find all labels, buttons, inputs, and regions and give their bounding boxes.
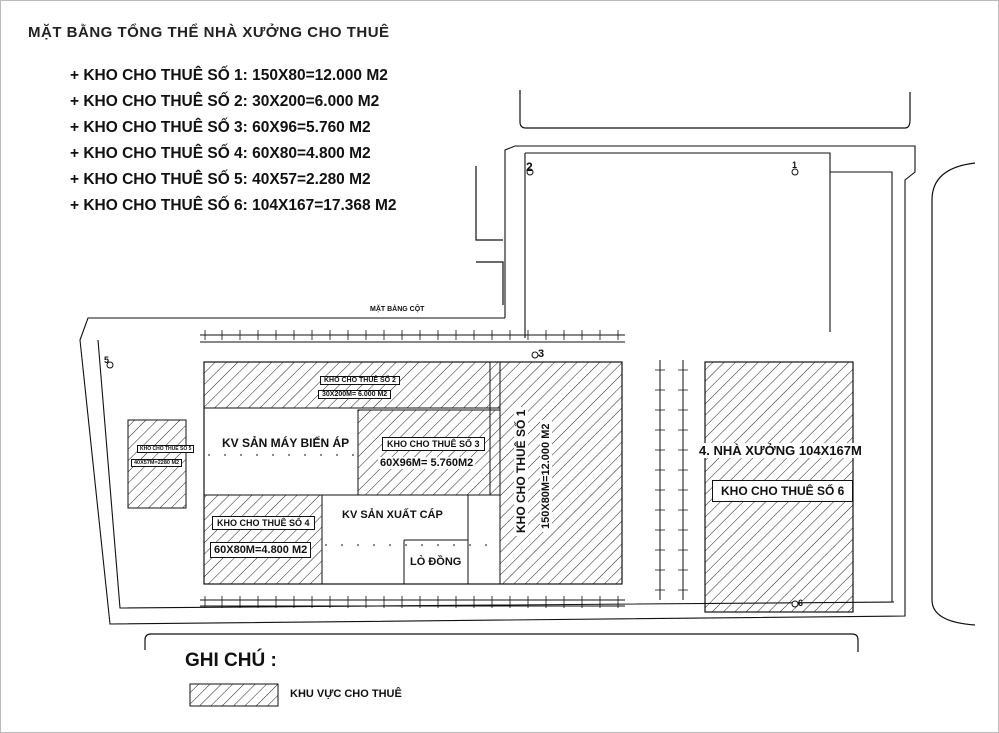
- kho3-area: [358, 410, 500, 495]
- kho6-name: KHO CHO THUÊ SỐ 6: [712, 480, 853, 502]
- kho1-size: 150X80M=12.000 M2: [540, 421, 552, 533]
- marker-6-label: 6: [798, 598, 804, 608]
- marker-1-label: 1: [792, 160, 798, 170]
- kho5-name: KHO CHO THUÊ SỐ 5: [137, 445, 194, 453]
- lease-item: + KHO CHO THUÊ SỐ 1: 150X80=12.000 M2: [70, 67, 388, 84]
- lo-dong-label: LÒ ĐỒNG: [410, 556, 462, 568]
- kho3-size: 60X96M= 5.760M2: [380, 457, 474, 469]
- kho4-name: KHO CHO THUÊ SỐ 4: [212, 516, 315, 530]
- marker-3-label: 3: [538, 348, 545, 360]
- kho3-name: KHO CHO THUÊ SỐ 3: [382, 437, 485, 451]
- lease-item: + KHO CHO THUÊ SỐ 3: 60X96=5.760 M2: [70, 119, 371, 136]
- legend-title: GHI CHÚ :: [185, 650, 277, 671]
- legend-hatch-label: KHU VỰC CHO THUÊ: [290, 688, 402, 700]
- kv-bien-ap-label: KV SẢN MÁY BIẾN ÁP: [222, 436, 350, 450]
- column-plan-label: MẶT BẰNG CỘT: [370, 306, 425, 313]
- page-title: MẶT BẰNG TỔNG THỂ NHÀ XƯỞNG CHO THUÊ: [28, 24, 390, 41]
- kho4-size: 60X80M=4.800 M2: [210, 542, 311, 558]
- kv-cap-label: KV SẢN XUẤT CÁP: [342, 509, 443, 521]
- kho1-name: KHO CHO THUÊ SỐ 1: [514, 407, 528, 536]
- kho2-name: KHO CHO THUÊ SỐ 2: [320, 376, 400, 385]
- marker-2-label: 2: [526, 160, 533, 174]
- lease-item: + KHO CHO THUÊ SỐ 5: 40X57=2.280 M2: [70, 171, 371, 188]
- lease-item: + KHO CHO THUÊ SỐ 6: 104X167=17.368 M2: [70, 197, 397, 214]
- kho2-area: [204, 362, 500, 408]
- lease-item: + KHO CHO THUÊ SỐ 2: 30X200=6.000 M2: [70, 93, 380, 110]
- kho4-area: [204, 495, 322, 584]
- lease-item: + KHO CHO THUÊ SỐ 4: 60X80=4.800 M2: [70, 145, 371, 162]
- legend-hatch-swatch: [190, 684, 278, 706]
- kho5-size: 40X57M=2280 M2: [131, 459, 182, 467]
- kho2-size: 30X200M= 6.000 M2: [318, 390, 391, 399]
- nha-xuong-label: 4. NHÀ XƯỞNG 104X167M: [699, 443, 862, 458]
- marker-5-label: 5: [104, 355, 110, 365]
